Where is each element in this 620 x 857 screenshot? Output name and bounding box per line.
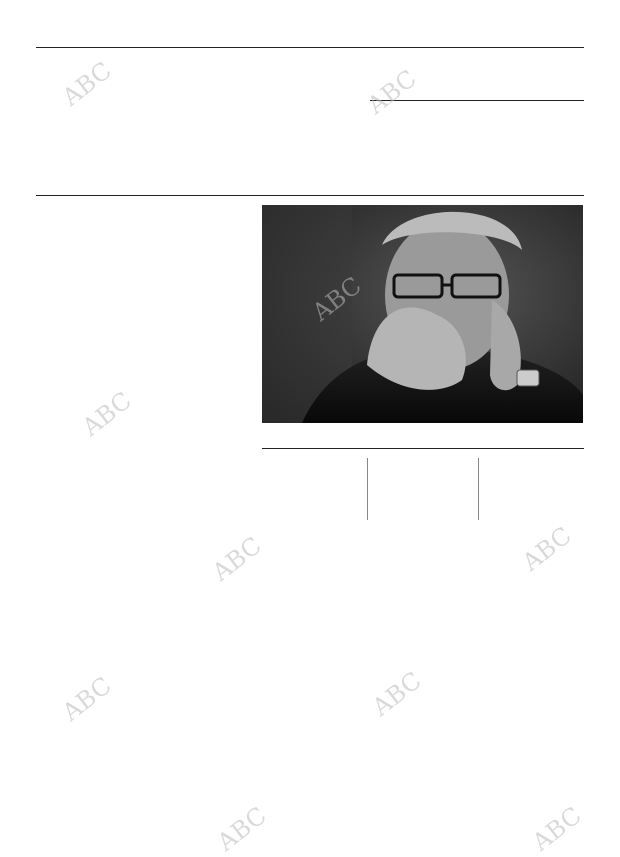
top-rule	[36, 47, 584, 48]
watermark: ABC	[57, 56, 117, 112]
article-column-1	[36, 270, 142, 274]
pie-charts	[258, 722, 588, 822]
headline-rule	[36, 195, 584, 196]
masthead-left	[36, 36, 42, 47]
watermark: ABC	[527, 801, 587, 857]
watermark: ABC	[367, 666, 427, 722]
photo-illustration	[262, 205, 583, 423]
watermark: ABC	[77, 386, 137, 442]
watermark: ABC	[207, 531, 267, 587]
watermark: ABC	[362, 64, 422, 120]
watermark: ABC	[517, 521, 577, 577]
watermark: ABC	[212, 801, 272, 857]
divider	[478, 458, 479, 520]
watermark: ABC	[57, 671, 117, 727]
photo-minister	[262, 205, 583, 423]
divider	[367, 458, 368, 520]
bar-charts	[258, 570, 588, 700]
watermark: ABC	[307, 271, 367, 327]
blurb-top-rule	[262, 448, 584, 449]
